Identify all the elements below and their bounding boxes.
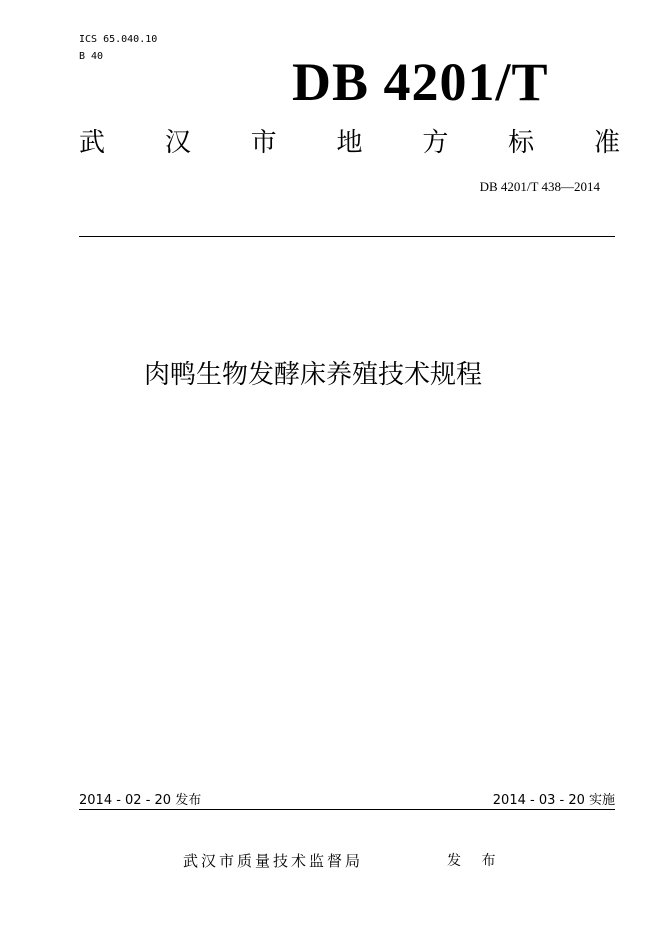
header-divider bbox=[79, 236, 615, 237]
standard-type-char: 武 bbox=[79, 128, 106, 158]
standard-type-char: 准 bbox=[593, 128, 620, 158]
footer-divider bbox=[79, 809, 615, 810]
document-title: 肉鸭生物发酵床养殖技术规程 bbox=[144, 360, 483, 390]
standard-type bbox=[79, 126, 620, 160]
issuing-authority: 武汉市质量技术监督局 bbox=[183, 852, 364, 870]
classification-code: B 40 bbox=[79, 51, 104, 62]
standard-type-char: 汉 bbox=[164, 128, 191, 158]
standard-type-char: 标 bbox=[508, 128, 535, 158]
ics-code: ICS 65.040.10 bbox=[79, 34, 158, 45]
standard-type-char: 市 bbox=[250, 128, 277, 158]
standard-type-char: 地 bbox=[336, 128, 363, 158]
standard-type-char: 方 bbox=[422, 128, 449, 158]
standard-number: DB 4201/T 438—2014 bbox=[479, 179, 600, 194]
issue-label: 发 布 bbox=[447, 853, 504, 869]
implementation-date: 2014 - 03 - 20 实施 bbox=[492, 793, 615, 808]
standard-prefix: DB 4201/T bbox=[292, 52, 549, 112]
issue-date: 2014 - 02 - 20 发布 bbox=[79, 793, 202, 808]
